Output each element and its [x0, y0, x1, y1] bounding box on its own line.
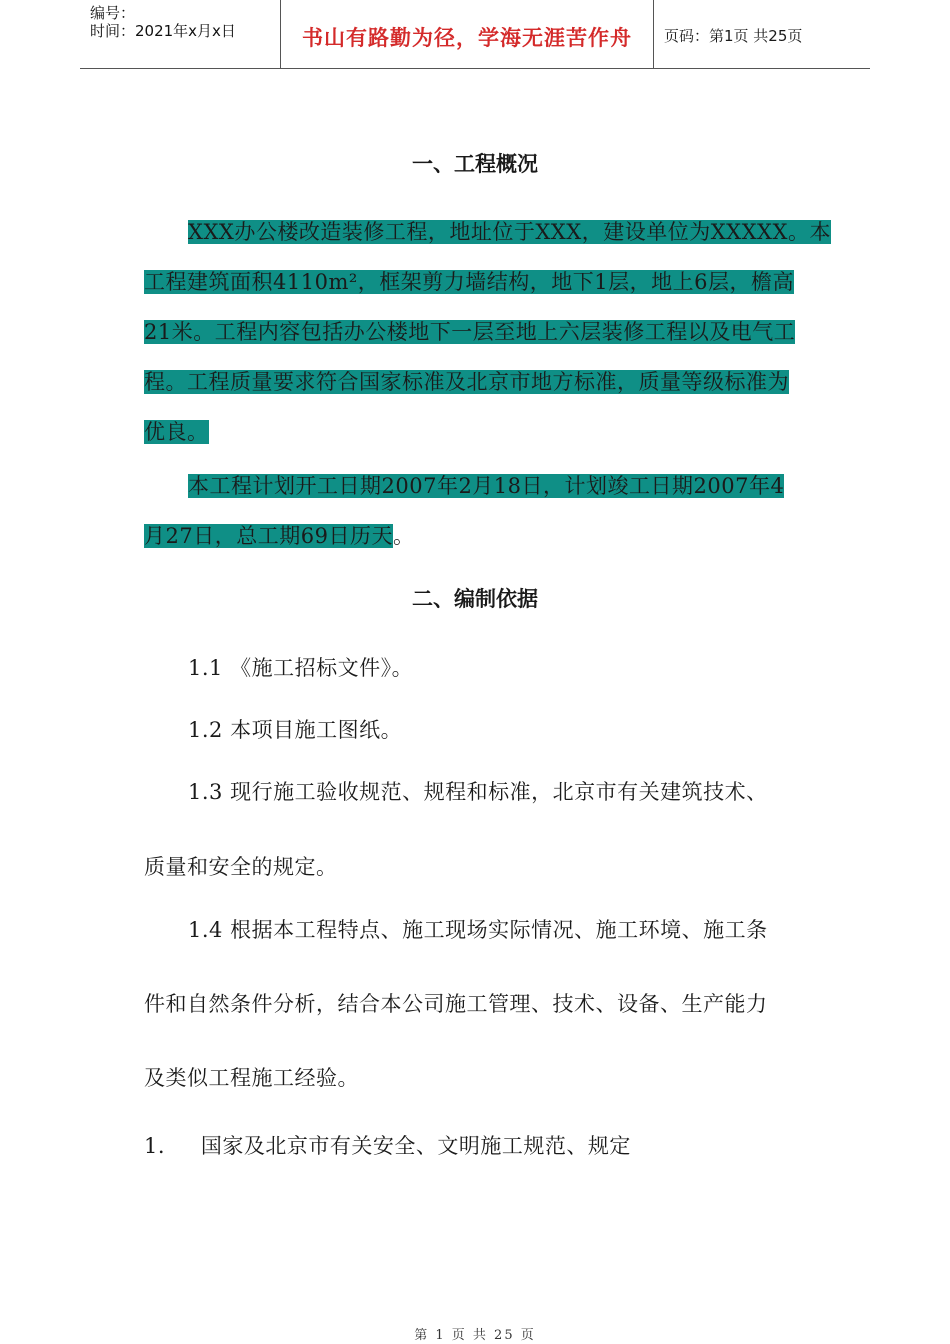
serial-label: 编号：: [90, 4, 136, 22]
basis-item: 1.4 根据本工程特点、施工现场实际情况、施工环境、施工条: [188, 918, 768, 942]
basis-item: 1.3 现行施工验收规范、规程和标准，北京市有关建筑技术、: [188, 780, 768, 804]
overview-line: XXX办公楼改造装修工程，地址位于XXX，建设单位为XXXXX。本: [188, 220, 831, 244]
overview-line: 21米。工程内容包括办公楼地下一层至地上六层装修工程以及电气工: [144, 320, 796, 344]
schedule-line: 月27日，总工期69日历天。: [144, 524, 415, 548]
basis-item-cont: 及类似工程施工经验。: [144, 1066, 359, 1090]
motto: 书山有路勤为径，学海无涯苦作舟: [302, 26, 632, 50]
basis-item: 1.1 《施工招标文件》。: [188, 656, 414, 680]
section-title-basis: 二、编制依据: [412, 587, 538, 611]
header-right-cell: [654, 0, 870, 68]
time-label: 时间：2021年x月x日: [90, 22, 236, 40]
basis-item-cont: 件和自然条件分析，结合本公司施工管理、技术、设备、生产能力: [144, 992, 768, 1016]
overview-line: 程。工程质量要求符合国家标准及北京市地方标准，质量等级标准为: [144, 370, 789, 394]
page-footer: 第 1 页 共 25 页: [414, 1328, 536, 1343]
overview-line: 优良。: [144, 420, 209, 444]
header-mid-cell: [281, 0, 654, 68]
overview-line: 工程建筑面积4110m²，框架剪力墙结构，地下1层，地上6层，檐高: [144, 270, 794, 294]
section-title-overview: 一、工程概况: [412, 152, 538, 176]
basis-item: 1. 国家及北京市有关安全、文明施工规范、规定: [144, 1134, 631, 1158]
page-header: [80, 0, 870, 69]
schedule-line: 本工程计划开工日期2007年2月18日，计划竣工日期2007年4: [188, 474, 785, 498]
basis-item-cont: 质量和安全的规定。: [144, 855, 338, 879]
page-info: 页码：第1页 共25页: [664, 27, 803, 45]
basis-item: 1.2 本项目施工图纸。: [188, 718, 403, 742]
header-left-cell: [80, 0, 281, 68]
